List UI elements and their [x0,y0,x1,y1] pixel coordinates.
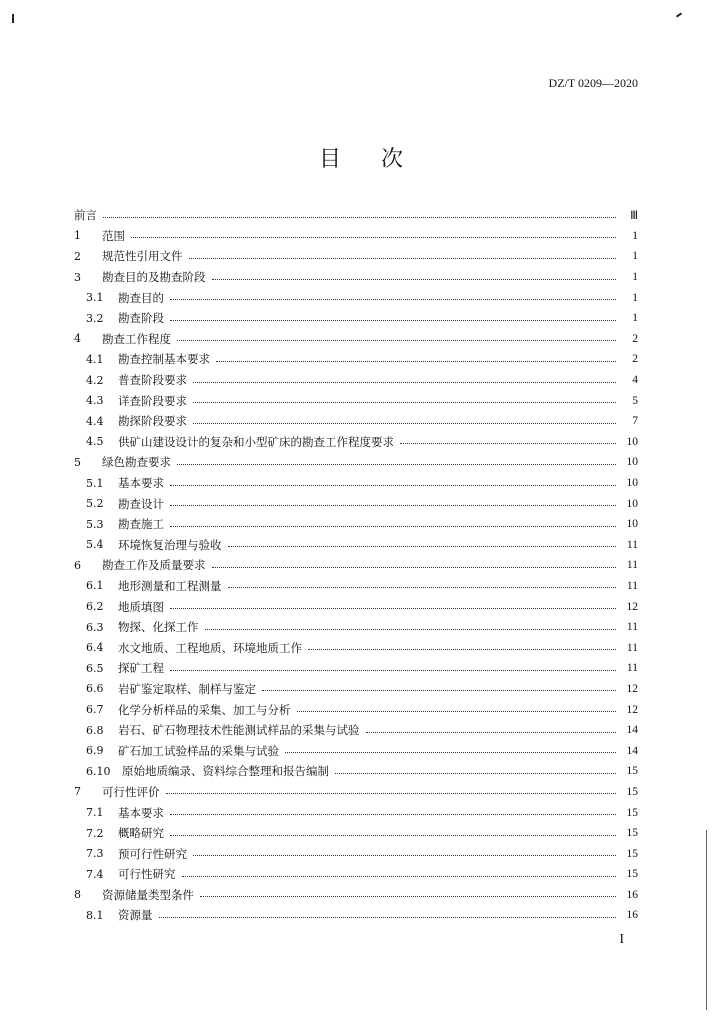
toc-entry-number: 7.4 [86,867,104,881]
toc-entry-title: 可行性研究 [118,867,176,882]
toc-entry-number: 7.1 [86,806,104,820]
dot-leader [193,855,616,856]
toc-entry-title: 勘查目的及勘查阶段 [102,270,206,285]
dot-leader [297,711,617,712]
toc-entry-page: 15 [626,785,638,798]
toc-entry-title: 化学分析样品的采集、加工与分析 [118,702,291,717]
dot-leader [177,464,616,465]
toc-entry-number: 3 [74,270,81,284]
dot-leader [205,629,617,630]
toc-entry-page: 14 [626,744,638,757]
dot-leader [170,814,616,815]
toc-entry-number: 6.1 [86,579,104,593]
toc-entry-page: 15 [626,765,638,778]
toc-entry[interactable] [74,761,638,782]
toc-entry-number: 8 [74,888,81,902]
toc-entry-title: 规范性引用文件 [102,249,183,264]
toc-entry-title: 基本要求 [118,805,164,820]
toc-entry-page: 16 [626,909,638,922]
page-title-char-1: 目 [318,147,343,172]
toc-entry-number: 7.2 [86,826,104,840]
toc-entry-page: 1 [632,229,638,242]
toc-entry-title: 资源储量类型条件 [102,887,194,902]
toc-entry-number: 4.5 [86,435,104,449]
toc-entry-title: 勘查目的 [118,290,164,305]
toc-entry-title: 地形测量和工程测量 [118,578,222,593]
toc-entry-page: 11 [626,641,638,654]
dot-leader [182,876,617,877]
toc-entry-page: 12 [626,682,638,695]
toc-entry-number: 6 [74,558,81,572]
toc-entry-page: 10 [626,477,638,490]
toc-entry-number: 6.5 [86,661,104,675]
toc-entry-page: 4 [632,374,638,387]
toc-entry-number: 6.10 [86,764,111,778]
dot-leader [166,793,617,794]
toc-entry[interactable] [74,493,638,514]
toc-entry[interactable] [74,370,638,391]
toc-entry-page: 11 [626,621,638,634]
dot-leader [170,299,616,300]
toc-entry[interactable] [74,390,638,411]
toc-entry[interactable] [74,267,638,288]
toc-entry-number: 1 [74,229,81,243]
toc-entry-number: 5.4 [86,538,104,552]
dot-leader [170,835,616,836]
toc-entry-page: 1 [632,250,638,263]
toc-entry-number: 6.7 [86,703,104,717]
toc-entry-title: 原始地质编录、资料综合整理和报告编制 [122,764,329,779]
toc-entry[interactable] [74,473,638,494]
toc-entry[interactable] [74,226,638,247]
toc-entry[interactable] [74,658,638,679]
toc-entry-title: 水文地质、工程地质、环境地质工作 [118,640,302,655]
toc-entry[interactable] [74,699,638,720]
toc-entry-number: 6.3 [86,620,104,634]
toc-entry[interactable] [74,205,638,226]
toc-entry-page: 2 [632,353,638,366]
toc-entry[interactable] [74,720,638,741]
dot-leader [400,443,616,444]
toc-entry[interactable] [74,514,638,535]
toc-entry-title: 物探、化探工作 [118,620,199,635]
toc-entry-number: 3.1 [86,291,104,305]
dot-leader [170,608,616,609]
dot-leader [200,896,616,897]
toc-entry-title: 探矿工程 [118,661,164,676]
toc-entry-page: 10 [626,456,638,469]
toc-entry[interactable] [74,452,638,473]
toc-entry[interactable] [74,782,638,803]
toc-entry-title: 勘查施工 [118,517,164,532]
toc-entry-page: Ⅲ [630,210,638,223]
toc-entry[interactable] [74,308,638,329]
dot-leader [193,402,616,403]
toc-entry-page: 7 [632,415,638,428]
toc-entry-number: 5.2 [86,497,104,511]
dot-leader [308,649,616,650]
toc-entry[interactable] [74,329,638,350]
toc-entry-title: 绿色勘查要求 [102,455,171,470]
toc-entry[interactable] [74,287,638,308]
dot-leader [366,732,617,733]
dot-leader [131,237,616,238]
toc-entry-number: 6.8 [86,723,104,737]
toc-entry-title: 岩石、矿石物理技术性能测试样品的采集与试验 [118,723,360,738]
dot-leader [170,505,616,506]
toc-entry-title: 环境恢复治理与验收 [118,537,222,552]
dot-leader [170,526,616,527]
toc-entry-title: 普查阶段要求 [118,373,187,388]
toc-entry-page: 16 [626,888,638,901]
toc-entry-number: 4.1 [86,352,104,366]
toc-entry-title: 基本要求 [118,476,164,491]
toc-entry-title: 勘查控制基本要求 [118,352,210,367]
page-title [0,142,724,173]
table-of-contents [74,205,638,926]
dot-leader [212,567,617,568]
toc-entry-number: 3.2 [86,311,104,325]
toc-entry-page: 15 [626,827,638,840]
toc-entry[interactable] [74,535,638,556]
toc-entry-number: 7 [74,785,81,799]
toc-entry-title: 前言 [74,208,97,223]
toc-entry-page: 5 [632,394,638,407]
toc-entry[interactable] [74,596,638,617]
dot-leader [193,382,616,383]
scan-mark [12,14,14,23]
toc-entry-number: 4 [74,332,81,346]
scan-mark [706,830,707,1010]
toc-entry-title: 勘查阶段 [118,311,164,326]
toc-entry-number: 6.6 [86,682,104,696]
toc-entry[interactable] [74,864,638,885]
dot-leader [216,361,616,362]
toc-entry[interactable] [74,555,638,576]
toc-entry-title: 勘查工作程度 [102,331,171,346]
toc-entry-page: 15 [626,847,638,860]
toc-entry-page: 11 [626,579,638,592]
toc-entry-page: 10 [626,497,638,510]
toc-entry[interactable] [74,905,638,926]
toc-entry-page: 15 [626,806,638,819]
dot-leader [189,258,617,259]
dot-leader [193,423,616,424]
toc-entry[interactable] [74,885,638,906]
toc-entry-title: 概略研究 [118,826,164,841]
dot-leader [170,670,616,671]
toc-entry[interactable] [74,843,638,864]
toc-entry-number: 7.3 [86,847,104,861]
dot-leader [170,485,616,486]
toc-entry-page: 11 [626,559,638,572]
toc-entry-number: 5.3 [86,517,104,531]
toc-entry-page: 12 [626,600,638,613]
toc-entry-page: 10 [626,518,638,531]
toc-entry[interactable] [74,679,638,700]
toc-entry[interactable] [74,637,638,658]
toc-entry-page: 1 [632,271,638,284]
toc-entry-number: 6.4 [86,641,104,655]
toc-entry-page: 2 [632,332,638,345]
toc-entry-title: 预可行性研究 [118,846,187,861]
toc-entry-title: 范围 [102,228,125,243]
dot-leader [262,690,616,691]
dot-leader [335,773,616,774]
dot-leader [285,752,616,753]
toc-entry-number: 6.2 [86,600,104,614]
toc-entry[interactable] [74,823,638,844]
page-number: I [619,932,624,947]
toc-entry[interactable] [74,617,638,638]
toc-entry[interactable] [74,349,638,370]
toc-entry[interactable] [74,246,638,267]
toc-entry-number: 5.1 [86,476,104,490]
toc-entry-number: 5 [74,455,81,469]
toc-entry-page: 10 [626,435,638,448]
dot-leader [228,546,617,547]
toc-entry-page: 1 [632,291,638,304]
toc-entry-title: 矿石加工试验样品的采集与试验 [118,743,279,758]
dot-leader [103,217,616,218]
toc-entry-page: 15 [626,868,638,881]
toc-entry-number: 6.9 [86,744,104,758]
toc-entry-page: 11 [626,662,638,675]
toc-entry[interactable] [74,802,638,823]
page-title-char-2: 次 [381,147,406,172]
dot-leader [159,917,617,918]
document-code: DZ/T 0209—2020 [548,76,638,90]
toc-entry-number: 8.1 [86,908,104,922]
scan-mark [676,12,682,17]
toc-entry-number: 4.2 [86,373,104,387]
dot-leader [177,340,616,341]
toc-entry[interactable] [74,411,638,432]
toc-entry-title: 勘查工作及质量要求 [102,558,206,573]
toc-entry-number: 4.4 [86,414,104,428]
toc-entry-number: 4.3 [86,394,104,408]
toc-entry-title: 资源量 [118,908,153,923]
toc-entry-title: 供矿山建设设计的复杂和小型矿床的勘查工作程度要求 [118,434,394,449]
dot-leader [212,279,617,280]
toc-entry-number: 2 [74,249,81,263]
toc-entry[interactable] [74,576,638,597]
toc-entry-page: 1 [632,312,638,325]
toc-entry-title: 可行性评价 [102,784,160,799]
toc-entry[interactable] [74,432,638,453]
toc-entry-title: 勘查设计 [118,496,164,511]
toc-entry-title: 详查阶段要求 [118,393,187,408]
toc-entry[interactable] [74,740,638,761]
dot-leader [170,320,616,321]
toc-entry-title: 勘探阶段要求 [118,414,187,429]
toc-entry-page: 14 [626,724,638,737]
toc-entry-page: 12 [626,703,638,716]
toc-entry-title: 地质填图 [118,599,164,614]
dot-leader [228,587,617,588]
toc-entry-page: 11 [626,538,638,551]
toc-entry-title: 岩矿鉴定取样、制样与鉴定 [118,681,256,696]
